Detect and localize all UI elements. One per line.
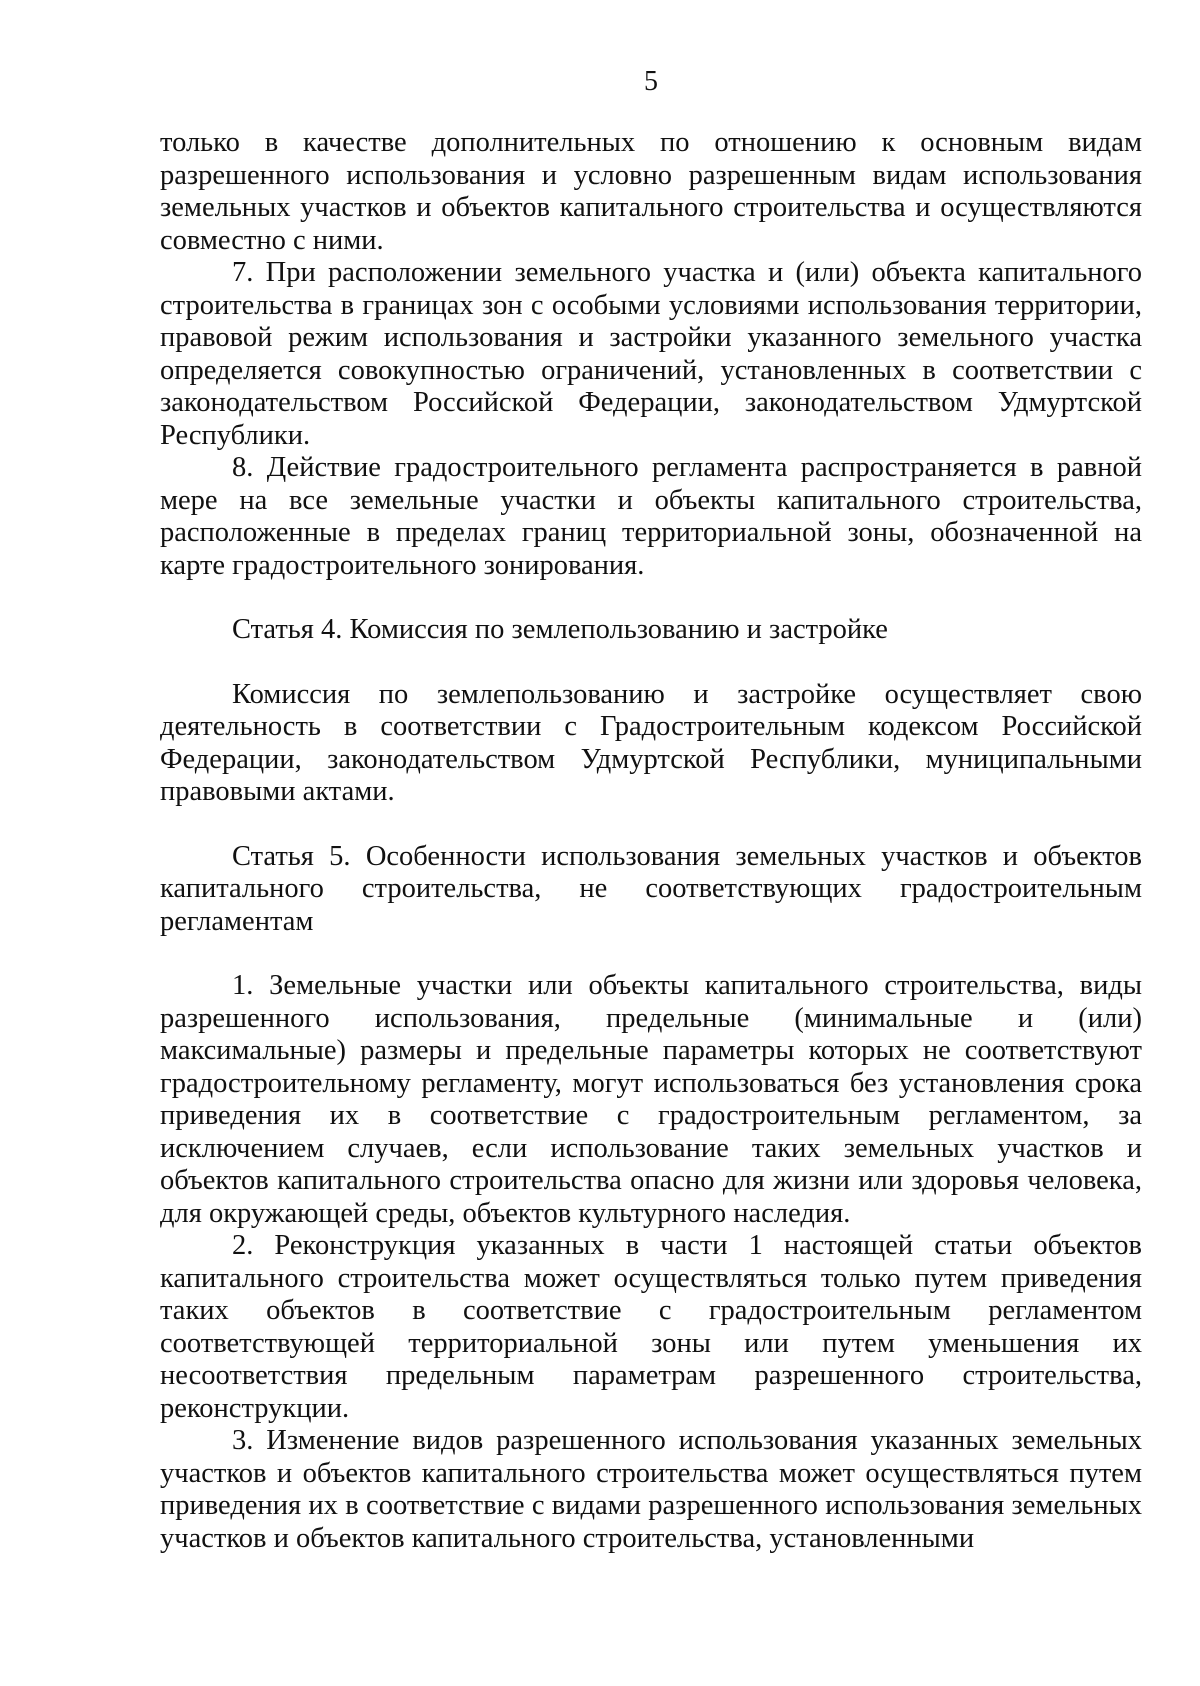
article-4-body: Комиссия по землепользованию и застройке осуществляет свою деятельность в соответствии с Градостроительным кодексом Российской Федерации, законодательством Удмуртской Республики, муниципальными правовыми актами. <box>160 678 1142 807</box>
article-5-paragraph-3: 3. Изменение видов разрешенного использования указанных земельных участков и объектов капитального строительства может осуществляться путем приведения их в соответствие с видами разрешенного использования земельных участков и объектов капитального строительства, установленными <box>160 1425 1142 1554</box>
article-5-heading: Статья 5. Особенности использования земельных участков и объектов капитального строительства, не соответствующих градостроительным регламентам <box>160 840 1142 937</box>
article-5-paragraph-2: 2. Реконструкция указанных в части 1 настоящей статьи объектов капитального строительства может осуществляться только путем приведения таких объектов в соответствие с градостроительным регламентом соответствующей территориальной зоны или путем уменьшения их несоответствия предельным параметрам разрешенного строительства, реконструкции. <box>160 1230 1142 1424</box>
paragraph-continuation: только в качестве дополнительных по отношению к основным видам разрешенного использования и условно разрешенным видам использования земельных участков и объектов капитального строительства и осуществляются совместно с ними. <box>160 127 1142 256</box>
article-4-heading: Статья 4. Комиссия по землепользованию и застройке <box>232 614 888 645</box>
article-5-paragraph-1: 1. Земельные участки или объекты капитального строительства, виды разрешенного использования, предельные (минимальные и (или) максимальные) размеры и предельные параметры которых не соответствуют градостроительному регламенту, могут использоваться без установления срока приведения их в соответствие с градостроительным регламентом, за исключением случаев, если использование таких земельных участков и объектов капитального строительства опасно для жизни или здоровья человека, для окружающей среды, объектов культурного наследия. <box>160 970 1142 1229</box>
document-body <box>160 127 1142 1555</box>
paragraph-7: 7. При расположении земельного участка и (или) объекта капитального строительства в границах зон с особыми условиями использования территории, правовой режим использования и застройки указанного земельного участка определяется совокупностью ограничений, установленных в соответствии с законодательством Российской Федерации, законодательством Удмуртской Республики. <box>160 257 1142 451</box>
page-number: 5 <box>644 66 658 97</box>
paragraph-8: 8. Действие градостроительного регламента распространяется в равной мере на все земельные участки и объекты капитального строительства, расположенные в пределах границ территориальной зоны, обозначенной на карте градостроительного зонирования. <box>160 452 1142 581</box>
